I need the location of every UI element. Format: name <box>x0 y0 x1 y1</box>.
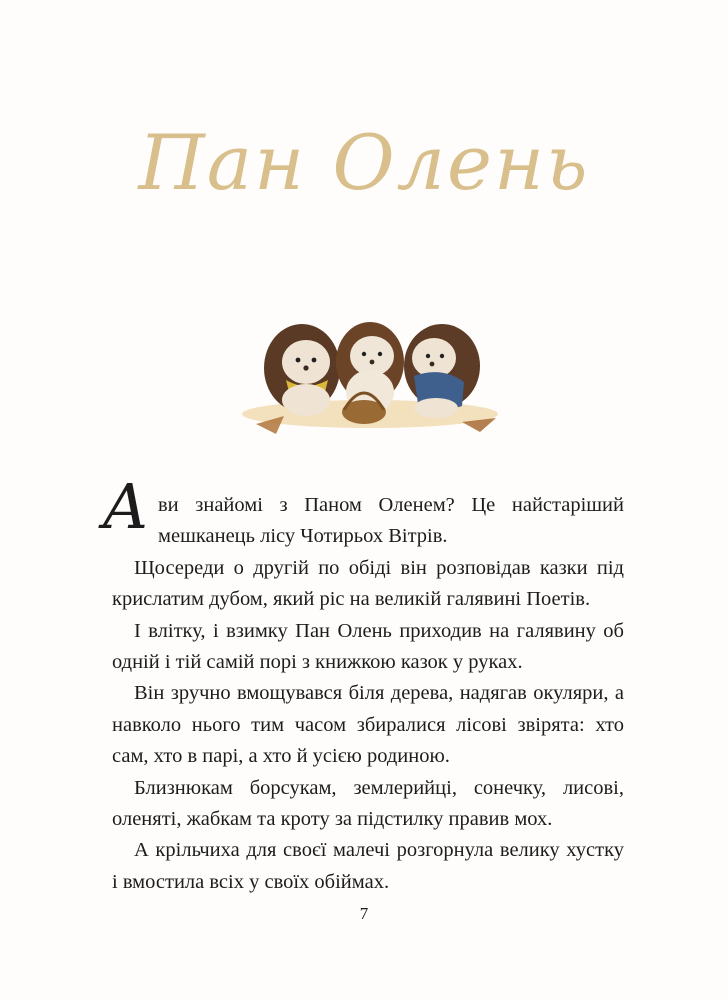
paragraph-2: Щосереди о другій по обіді він розповідав казки під крислатим дубом, який ріс на великій галявині Поетів. <box>112 556 624 611</box>
page-number: 7 <box>359 904 369 923</box>
drop-cap: А <box>102 470 149 543</box>
paragraph-text: ви знайомі з Паном Оленем? Це найстаріший мешканець лісу Чотирьох Вітрів. <box>158 494 624 548</box>
paragraph-4: Він зручно вмощувався біля дерева, надягав окуляри, а навколо нього тим часом збиралися лісові звірята: хто сам, хто в парі, а хто й усією родиною. <box>112 682 624 768</box>
hedgehogs-illustration-icon <box>236 296 504 446</box>
paragraph-3: І влітку, і взимку Пан Олень приходив на галявину об одній і тій самій порі з книжкою казок у руках. <box>112 619 624 674</box>
paragraph-5: Близнюкам борсукам, землерийці, сонечку, лисові, оленяті, жабкам та кроту за підстилку правив мох. <box>112 776 624 831</box>
paragraph-1 <box>102 470 624 553</box>
page-title: Пан Олень <box>138 118 590 207</box>
story-text <box>102 470 624 898</box>
paragraph-6: А крільчиха для своєї малечі розгорнула велику хустку і вмостила всіх у своїх обіймах. <box>112 839 624 893</box>
